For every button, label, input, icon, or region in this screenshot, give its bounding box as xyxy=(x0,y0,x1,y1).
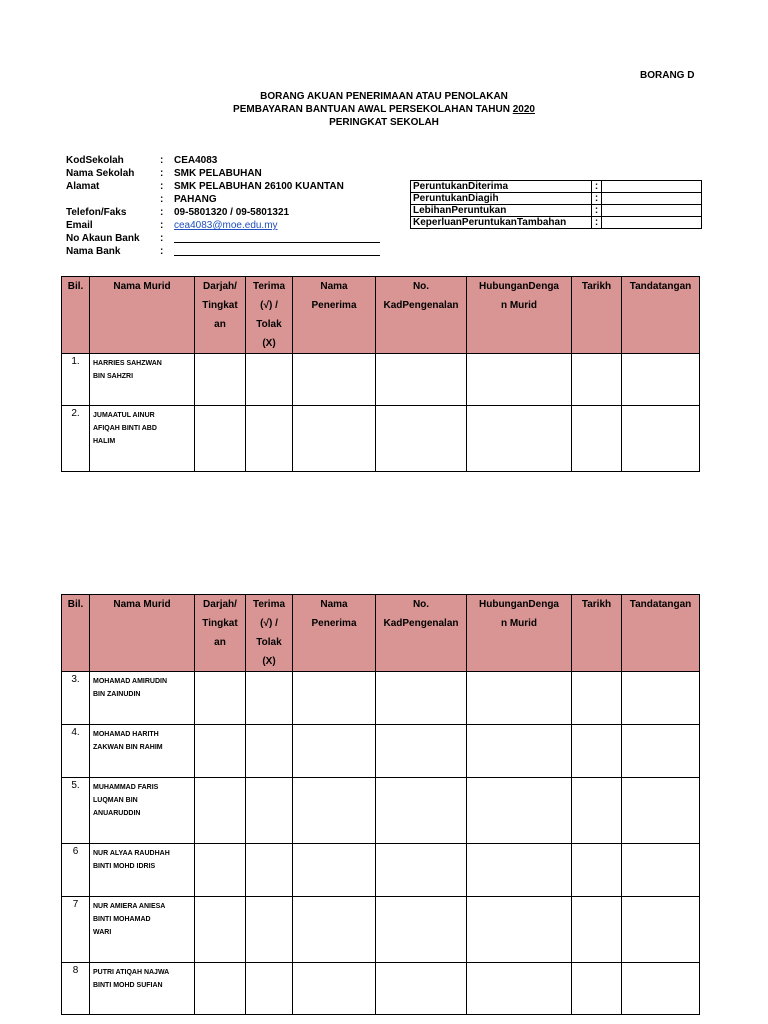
header-text: an xyxy=(214,319,226,330)
row-nama-penerima[interactable] xyxy=(293,354,376,406)
row-terima[interactable] xyxy=(246,354,293,406)
header-text: Darjah/ xyxy=(203,281,237,292)
row-nama-penerima[interactable] xyxy=(293,897,376,963)
name-line: ANUARUDDIN xyxy=(93,810,141,817)
header-text: n Murid xyxy=(500,618,538,629)
header-tarikh: Tarikh xyxy=(572,277,622,354)
name-line: BIN SAHZRI xyxy=(93,373,134,380)
allocation-label: LebihanPeruntukan xyxy=(411,205,592,217)
row-tandatangan[interactable] xyxy=(622,354,700,406)
table-row xyxy=(62,354,700,406)
row-hubungan[interactable] xyxy=(467,354,572,406)
row-hubungan[interactable] xyxy=(467,725,572,778)
info-label xyxy=(66,193,160,206)
row-kad-pengenalan[interactable] xyxy=(376,725,467,778)
name-line: BINTI MOHD IDRIS xyxy=(93,863,156,870)
row-tarikh[interactable] xyxy=(572,725,622,778)
bank-name-blank xyxy=(174,245,380,256)
bank-account-blank xyxy=(174,232,380,243)
header-text: Tolak xyxy=(256,319,282,330)
table-row xyxy=(62,963,700,1015)
row-kad-pengenalan[interactable] xyxy=(376,963,467,1015)
allocation-row xyxy=(411,217,702,229)
row-bil: 2. xyxy=(62,406,90,472)
name-line: MUHAMMAD FARIS xyxy=(93,784,159,791)
name-line: HARRIES SAHZWAN xyxy=(93,360,162,367)
header-text: n Murid xyxy=(500,300,538,311)
header-text: (√) / xyxy=(260,618,278,629)
allocation-table xyxy=(410,180,702,229)
table-row xyxy=(62,406,700,472)
row-nama-penerima[interactable] xyxy=(293,963,376,1015)
header-darjah xyxy=(195,277,246,354)
row-hubungan[interactable] xyxy=(467,672,572,725)
row-tandatangan[interactable] xyxy=(622,406,700,472)
header-nama-murid: Nama Murid xyxy=(90,595,195,672)
allocation-row xyxy=(411,193,702,205)
row-bil: 5. xyxy=(62,778,90,844)
info-label: Nama Sekolah xyxy=(66,168,135,179)
row-darjah[interactable] xyxy=(195,897,246,963)
row-student-name xyxy=(90,725,195,778)
student-table-1 xyxy=(61,276,700,472)
name-line: NUR AMIERA ANIESA xyxy=(93,903,166,910)
header-text: Darjah/ xyxy=(203,599,237,610)
info-value: PAHANG xyxy=(174,194,217,205)
header-text: Tolak xyxy=(256,637,282,648)
allocation-value xyxy=(602,205,702,217)
info-label: Email xyxy=(66,220,93,231)
header-text: HubunganDenga xyxy=(479,599,559,610)
header-text: Tingkat xyxy=(202,300,238,311)
header-kad-pengenalan xyxy=(376,595,467,672)
title-line-1: BORANG AKUAN PENERIMAAN ATAU PENOLAKAN xyxy=(260,91,508,102)
student-table-2 xyxy=(61,594,700,1015)
row-terima[interactable] xyxy=(246,844,293,897)
row-nama-penerima[interactable] xyxy=(293,778,376,844)
allocation-value xyxy=(602,193,702,205)
row-tandatangan[interactable] xyxy=(622,963,700,1015)
name-line: LUQMAN BIN xyxy=(93,797,138,804)
row-tarikh[interactable] xyxy=(572,897,622,963)
header-text: Nama xyxy=(320,281,348,292)
name-line: MOHAMAD AMIRUDIN xyxy=(93,678,168,685)
title-line-2 xyxy=(0,103,768,116)
row-kad-pengenalan[interactable] xyxy=(376,406,467,472)
header-text: Nama xyxy=(320,599,348,610)
table-row xyxy=(62,778,700,844)
info-value: CEA4083 xyxy=(174,155,218,166)
row-hubungan[interactable] xyxy=(467,778,572,844)
row-kad-pengenalan[interactable] xyxy=(376,844,467,897)
row-kad-pengenalan[interactable] xyxy=(376,897,467,963)
header-text: an xyxy=(214,637,226,648)
email-link[interactable]: cea4083@moe.edu.my xyxy=(174,220,278,231)
table-row xyxy=(62,897,700,963)
row-nama-penerima[interactable] xyxy=(293,844,376,897)
row-tarikh[interactable] xyxy=(572,406,622,472)
row-terima[interactable] xyxy=(246,778,293,844)
table-row xyxy=(62,672,700,725)
info-row-email xyxy=(66,219,380,232)
row-student-name xyxy=(90,354,195,406)
header-darjah xyxy=(195,595,246,672)
allocation-value xyxy=(602,217,702,229)
row-hubungan[interactable] xyxy=(467,406,572,472)
row-student-name xyxy=(90,844,195,897)
row-bil: 6 xyxy=(62,844,90,897)
info-value: SMK PELABUHAN xyxy=(174,168,262,179)
allocation-colon: : xyxy=(592,193,602,205)
header-nama-penerima xyxy=(293,595,376,672)
header-text: Penerima xyxy=(311,618,357,629)
info-colon: : xyxy=(160,207,164,218)
info-label: No Akaun Bank xyxy=(66,233,140,244)
name-line: BIN ZAINUDIN xyxy=(93,691,141,698)
header-tandatangan: Tandatangan xyxy=(622,595,700,672)
row-bil: 3. xyxy=(62,672,90,725)
row-kad-pengenalan[interactable] xyxy=(376,778,467,844)
info-colon: : xyxy=(160,246,164,257)
table-header-row xyxy=(62,595,700,672)
header-text: HubunganDenga xyxy=(479,281,559,292)
row-kad-pengenalan[interactable] xyxy=(376,672,467,725)
row-tarikh[interactable] xyxy=(572,963,622,1015)
allocation-label: KeperluanPeruntukanTambahan xyxy=(411,217,592,229)
header-text: Terima xyxy=(252,599,286,610)
row-tarikh[interactable] xyxy=(572,778,622,844)
row-tarikh[interactable] xyxy=(572,672,622,725)
row-darjah[interactable] xyxy=(195,354,246,406)
row-tandatangan[interactable] xyxy=(622,672,700,725)
header-text: KadPengenalan xyxy=(383,618,459,629)
name-line: MOHAMAD HARITH xyxy=(93,731,159,738)
row-student-name xyxy=(90,406,195,472)
title-line-3: PERINGKAT SEKOLAH xyxy=(329,117,439,128)
row-bil: 4. xyxy=(62,725,90,778)
table-header-row xyxy=(62,277,700,354)
row-tandatangan[interactable] xyxy=(622,725,700,778)
table-row xyxy=(62,844,700,897)
info-row-telefon xyxy=(66,206,380,219)
info-row-nama-sekolah xyxy=(66,167,380,180)
table-row xyxy=(62,725,700,778)
header-tandatangan: Tandatangan xyxy=(622,277,700,354)
header-text: (X) xyxy=(262,338,276,349)
header-hubungan xyxy=(467,595,572,672)
row-student-name xyxy=(90,963,195,1015)
header-text: Penerima xyxy=(311,300,357,311)
name-line: WARI xyxy=(93,929,112,936)
header-text: Tingkat xyxy=(202,618,238,629)
info-colon: : xyxy=(160,220,164,231)
header-kad-pengenalan xyxy=(376,277,467,354)
row-terima[interactable] xyxy=(246,725,293,778)
header-bil: Bil. xyxy=(62,595,90,672)
allocation-colon: : xyxy=(592,217,602,229)
allocation-row xyxy=(411,181,702,193)
name-line: BINTI MOHAMAD xyxy=(93,916,151,923)
row-darjah[interactable] xyxy=(195,406,246,472)
row-darjah[interactable] xyxy=(195,672,246,725)
info-value: SMK PELABUHAN 26100 KUANTAN xyxy=(174,181,344,192)
header-nama-penerima xyxy=(293,277,376,354)
row-darjah[interactable] xyxy=(195,725,246,778)
info-colon: : xyxy=(160,181,164,192)
info-label: Alamat xyxy=(66,181,100,192)
row-darjah[interactable] xyxy=(195,778,246,844)
form-code: BORANG D xyxy=(640,70,695,81)
name-line: ZAKWAN BIN RAHIM xyxy=(93,744,163,751)
info-row-alamat-2 xyxy=(66,193,380,206)
info-row-bank xyxy=(66,245,380,258)
row-nama-penerima[interactable] xyxy=(293,406,376,472)
allocation-label: PeruntukanDiagih xyxy=(411,193,592,205)
row-bil: 8 xyxy=(62,963,90,1015)
info-value: 09-5801320 / 09-5801321 xyxy=(174,207,290,218)
row-student-name xyxy=(90,897,195,963)
row-tandatangan[interactable] xyxy=(622,778,700,844)
header-text: (X) xyxy=(262,656,276,667)
header-text: No. xyxy=(412,281,430,292)
row-bil: 1. xyxy=(62,354,90,406)
row-student-name xyxy=(90,778,195,844)
info-row-alamat xyxy=(66,180,380,193)
row-darjah[interactable] xyxy=(195,963,246,1015)
name-line: HALIM xyxy=(93,438,116,445)
name-line: BINTI MOHD SUFIAN xyxy=(93,982,163,989)
row-terima[interactable] xyxy=(246,963,293,1015)
info-colon: : xyxy=(160,233,164,244)
row-tarikh[interactable] xyxy=(572,844,622,897)
info-colon: : xyxy=(160,168,164,179)
info-label: Telefon/Faks xyxy=(66,207,127,218)
allocation-colon: : xyxy=(592,205,602,217)
row-bil: 7 xyxy=(62,897,90,963)
row-nama-penerima[interactable] xyxy=(293,672,376,725)
name-line: AFIQAH BINTI ABD xyxy=(93,425,157,432)
header-hubungan xyxy=(467,277,572,354)
header-text: KadPengenalan xyxy=(383,300,459,311)
header-terima xyxy=(246,277,293,354)
form-title xyxy=(0,90,768,129)
row-terima[interactable] xyxy=(246,897,293,963)
row-student-name xyxy=(90,672,195,725)
allocation-row xyxy=(411,205,702,217)
allocation-value xyxy=(602,181,702,193)
school-info xyxy=(66,154,380,258)
info-colon: : xyxy=(160,194,164,205)
row-kad-pengenalan[interactable] xyxy=(376,354,467,406)
allocation-colon: : xyxy=(592,181,602,193)
info-row-akaun xyxy=(66,232,380,245)
header-terima xyxy=(246,595,293,672)
title-line-2-text: PEMBAYARAN BANTUAN AWAL PERSEKOLAHAN TAHUN xyxy=(233,104,513,115)
row-terima[interactable] xyxy=(246,672,293,725)
row-darjah[interactable] xyxy=(195,844,246,897)
header-bil: Bil. xyxy=(62,277,90,354)
info-row-kod xyxy=(66,154,380,167)
row-tarikh[interactable] xyxy=(572,354,622,406)
header-text: No. xyxy=(412,599,430,610)
row-hubungan[interactable] xyxy=(467,897,572,963)
row-tandatangan[interactable] xyxy=(622,844,700,897)
title-year: 2020 xyxy=(512,104,535,115)
row-hubungan[interactable] xyxy=(467,844,572,897)
allocation-label: PeruntukanDiterima xyxy=(411,181,592,193)
info-label: Nama Bank xyxy=(66,246,121,257)
row-nama-penerima[interactable] xyxy=(293,725,376,778)
header-tarikh: Tarikh xyxy=(572,595,622,672)
row-terima[interactable] xyxy=(246,406,293,472)
name-line: PUTRI ATIQAH NAJWA xyxy=(93,969,170,976)
row-tandatangan[interactable] xyxy=(622,897,700,963)
header-nama-murid: Nama Murid xyxy=(90,277,195,354)
info-colon: : xyxy=(160,155,164,166)
row-hubungan[interactable] xyxy=(467,963,572,1015)
header-text: Terima xyxy=(252,281,286,292)
header-text: (√) / xyxy=(260,300,278,311)
name-line: NUR ALYAA RAUDHAH xyxy=(93,850,170,857)
info-label: KodSekolah xyxy=(66,155,124,166)
name-line: JUMAATUL AINUR xyxy=(93,412,155,419)
